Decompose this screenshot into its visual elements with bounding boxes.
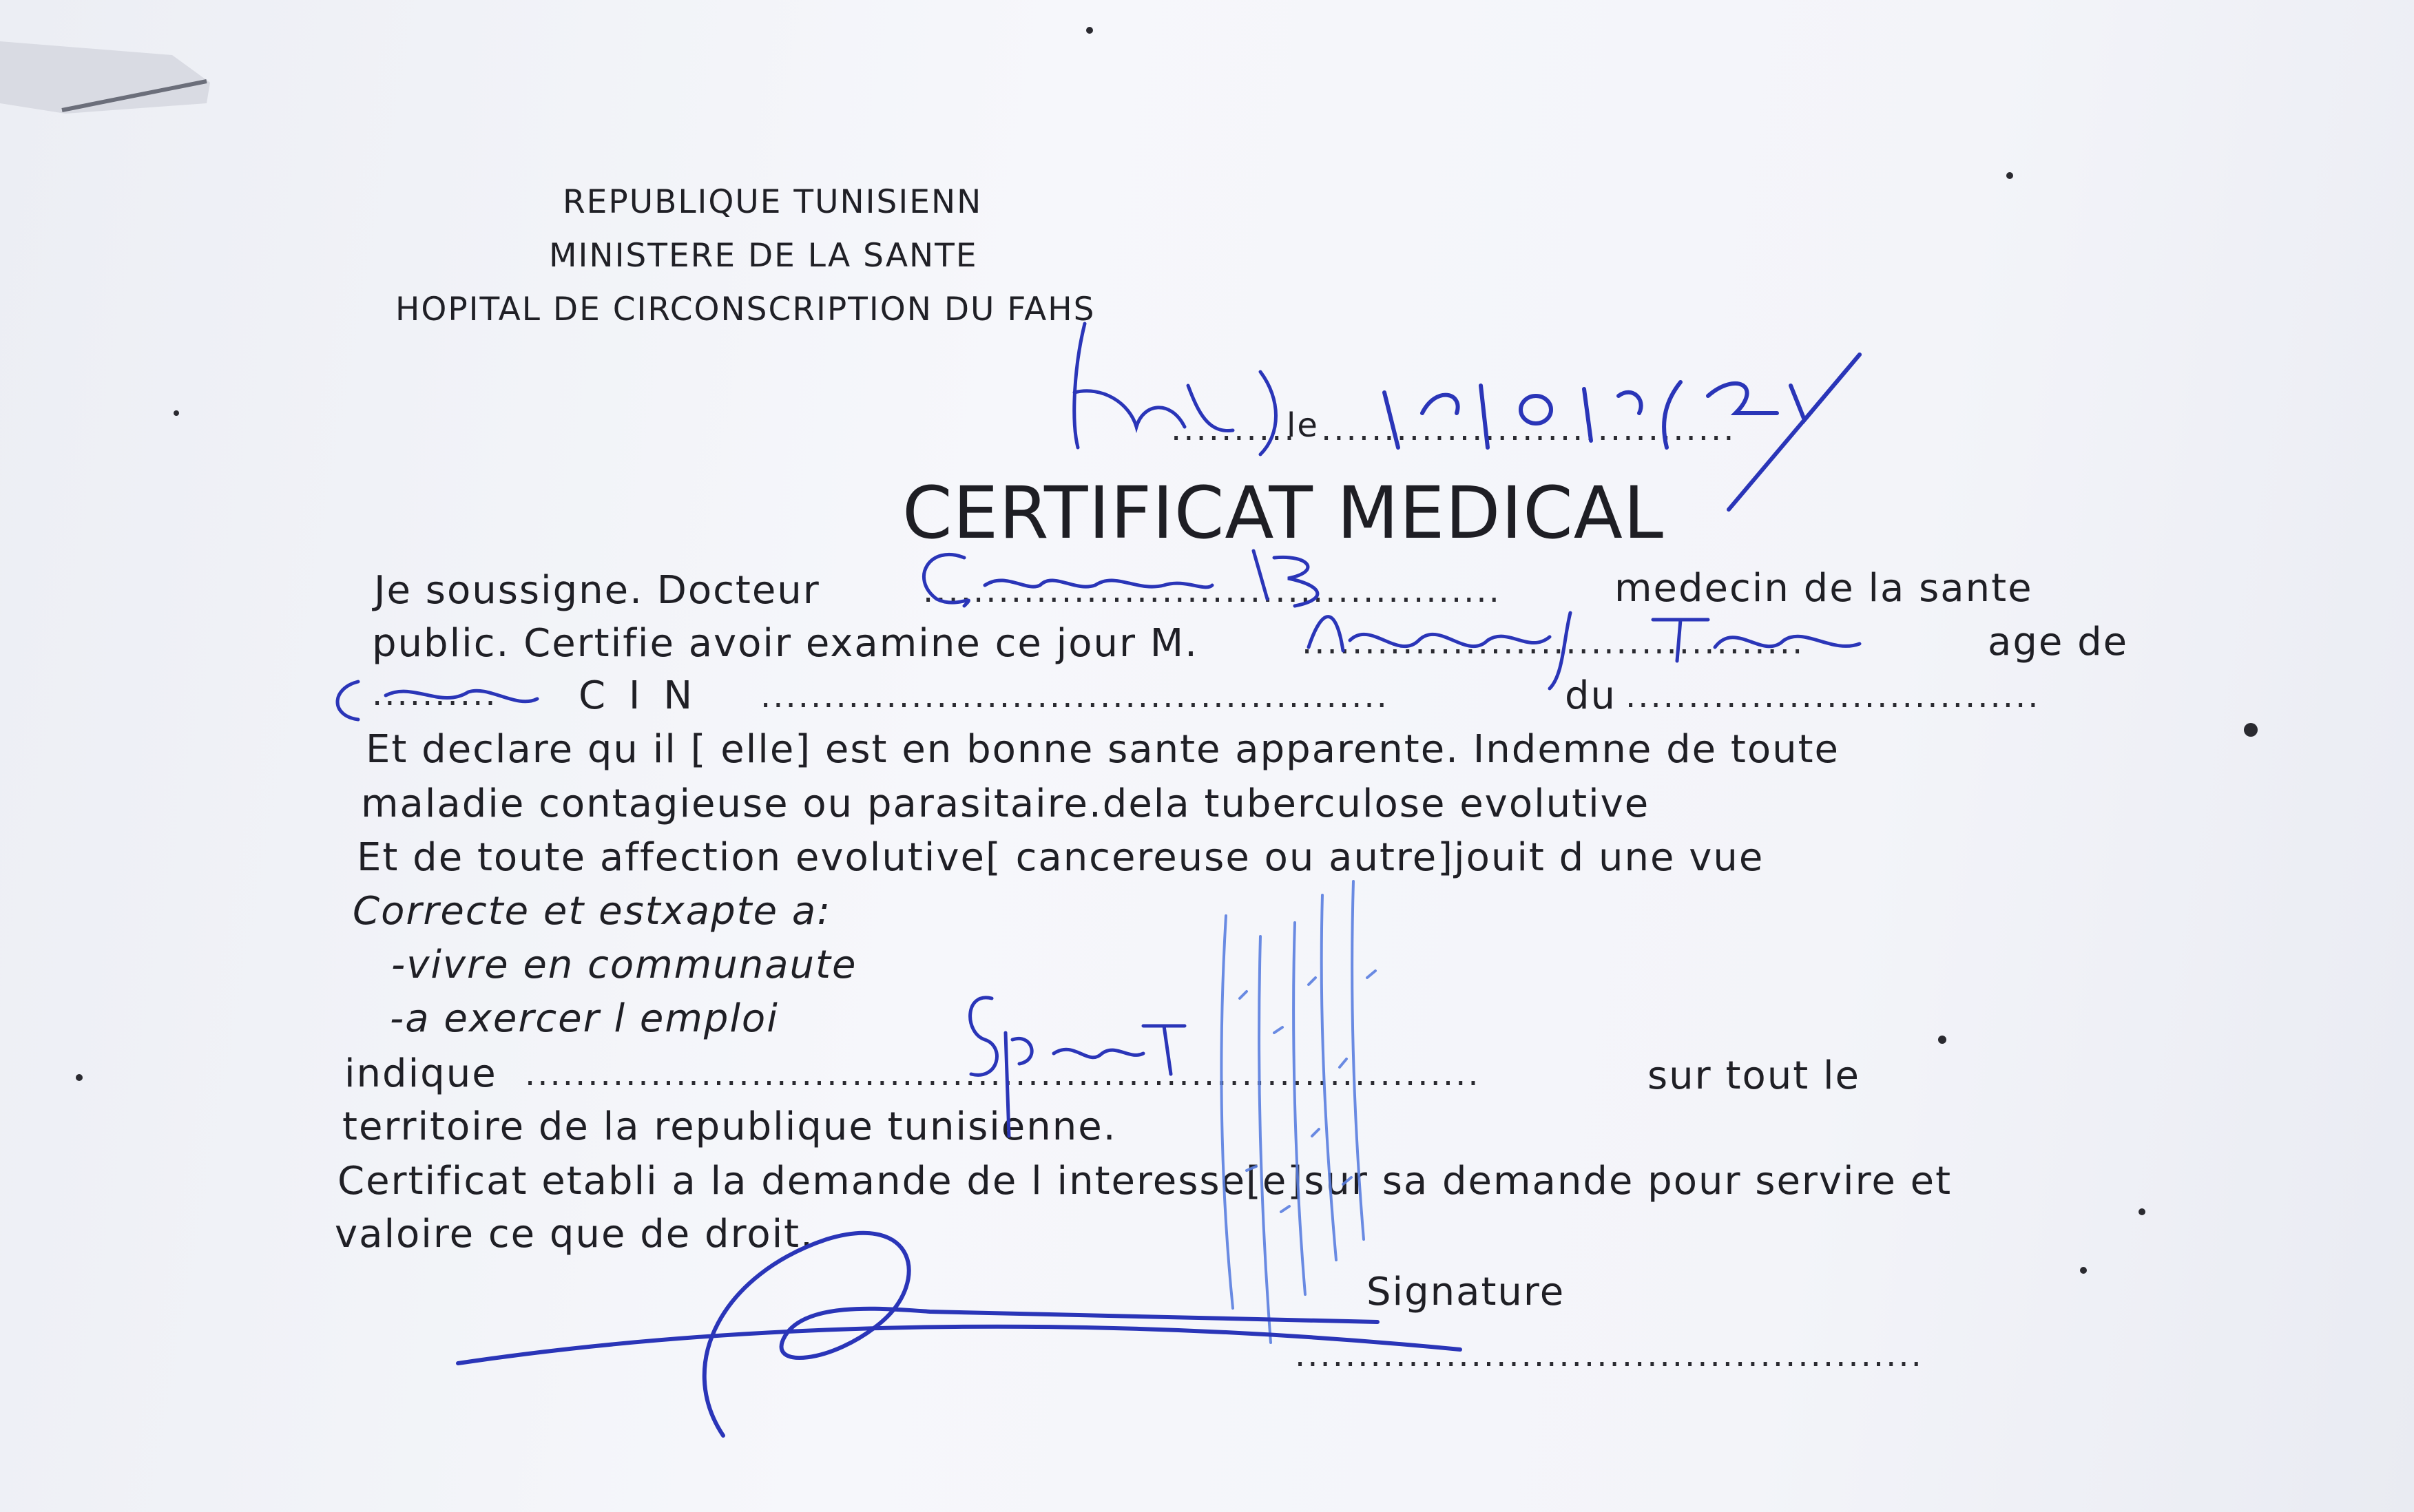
- signature-label: Signature: [1366, 1270, 1565, 1314]
- handwritten-employment-sport: [970, 998, 1185, 1136]
- hospital-stamp: [1221, 881, 1375, 1343]
- doctor-signature: [458, 1233, 1460, 1436]
- handwritten-date: [1384, 355, 1860, 510]
- body-line-territory-start: sur tout le: [1647, 1053, 1860, 1098]
- body-line-cin-label: C I N: [579, 673, 698, 718]
- handwritten-doctor-name: [924, 551, 1317, 606]
- signature-dotted-line: ..................................................: [1295, 1336, 1924, 1374]
- body-line-declaration: Et declare qu il [ elle] est en bonne sante apparente. Indemne de toute: [366, 727, 1840, 772]
- body-line-doctor-label: Je soussigne. Docteur: [374, 568, 820, 613]
- handwritten-place-fahs: [1074, 324, 1276, 454]
- body-line-indicated-label: indique: [344, 1051, 497, 1096]
- doctor-name-dotted-line: ..............................................: [923, 571, 1501, 610]
- date-dotted-line: .................................: [1321, 410, 1736, 448]
- body-line-right: valoire ce que de droit.: [335, 1212, 814, 1257]
- body-line-territory: territoire de la republique tunisienne.: [342, 1104, 1117, 1149]
- body-line-du-label: du: [1565, 673, 1617, 718]
- header-republic: REPUBLIQUE TUNISIENN: [563, 183, 983, 221]
- handwritten-age: [337, 682, 537, 720]
- body-line-employment: -a exercer l emploi: [390, 996, 779, 1041]
- age-dotted-line: ..........: [372, 675, 498, 713]
- header-ministry: MINISTERE DE LA SANTE: [549, 237, 978, 275]
- body-line-community: -vivre en communaute: [391, 943, 857, 987]
- date-le-label: le: [1287, 406, 1319, 445]
- patient-name-dotted-line: ........................................: [1302, 623, 1805, 662]
- body-line-aptitude: Correcte et estxapte a:: [353, 889, 832, 934]
- header-hospital: HOPITAL DE CIRCONSCRIPTION DU FAHS: [395, 291, 1096, 328]
- du-dotted-line: .................................: [1625, 677, 2041, 715]
- document-title: CERTIFICAT MEDICAL: [902, 471, 1664, 555]
- body-line-doctor-role: medecin de la sante: [1614, 566, 2033, 611]
- body-line-affection: Et de toute affection evolutive[ cancereuse ou autre]jouit d une vue: [357, 835, 1765, 880]
- body-line-request: Certificat etabli a la demande de l interesse[e]sur sa demande pour servire et: [337, 1159, 1953, 1204]
- body-line-patient-label: public. Certifie avoir examine ce jour M.: [372, 621, 1198, 666]
- cin-dotted-line: ..................................................: [760, 677, 1389, 715]
- body-line-age-label: age de: [1988, 620, 2129, 664]
- body-line-disease: maladie contagieuse ou parasitaire.dela tuberculose evolutive: [361, 781, 1650, 826]
- paper-specks: [76, 27, 2258, 1274]
- place-dotted-line: ..........: [1171, 410, 1297, 448]
- handwritten-patient-name: [1309, 613, 1860, 689]
- employment-dotted-line: ............................................................................: [525, 1055, 1481, 1093]
